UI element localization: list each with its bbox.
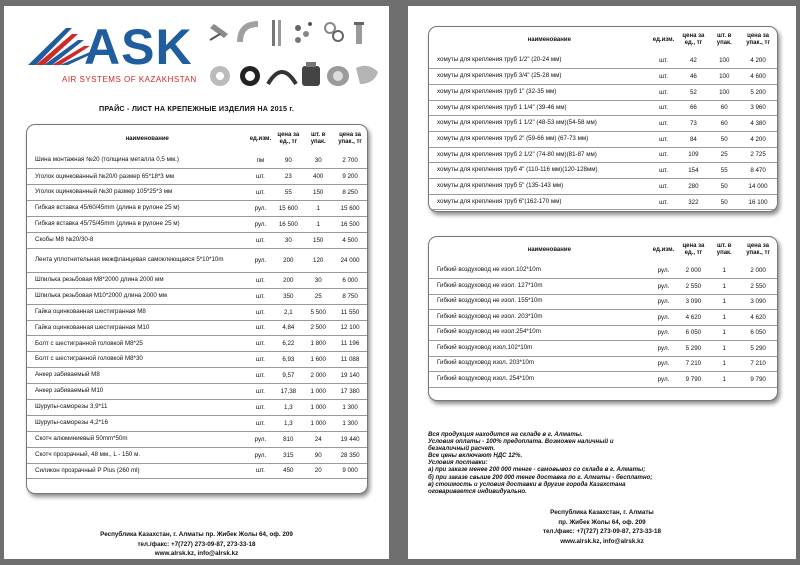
item-unit: шт. [650, 53, 678, 69]
logo-tagline: AIR SYSTEMS OF KAZAKHSTAN [62, 75, 197, 84]
table-row [27, 447, 367, 463]
item-qty: 55 [709, 163, 739, 179]
col-unit: ед.изм. [652, 36, 675, 43]
item-qty: 1 [709, 325, 739, 341]
item-name: хомуты для крепления труб 3/4" (25-28 мм) [429, 69, 650, 85]
col-name: наименование [527, 36, 571, 43]
item-name: Анкер забиваемый М8 [27, 368, 247, 384]
col-qty: шт. в упак. [716, 33, 732, 46]
col-name: наименование [527, 246, 571, 253]
item-qty: 1 [709, 356, 739, 372]
item-unit: рул. [247, 248, 273, 272]
item-pack-price: 11 196 [333, 336, 367, 352]
item-price: 7 210 [677, 356, 709, 372]
item-price: 2,1 [273, 304, 303, 320]
item-price: 280 [677, 179, 709, 195]
item-name: Шпилька резьбовая М10*2000 длина 2000 мм [27, 288, 247, 304]
item-price: 2 550 [677, 279, 709, 295]
table-header [429, 27, 777, 53]
item-pack-price: 4 600 [739, 69, 777, 85]
item-name: Гибкий воздуховод не изол. 127*10m [429, 279, 650, 295]
item-name: Скобы М8 №20/30-8 [27, 232, 247, 248]
item-qty: 30 [303, 272, 333, 288]
item-qty: 1 [709, 341, 739, 357]
item-pack-price: 15 600 [333, 201, 367, 217]
table-row [429, 372, 777, 388]
item-name: хомуты для крепления труб 6"(162-170 мм) [429, 194, 650, 210]
note-line: оговаривается индивидуально. [428, 487, 527, 495]
item-unit: шт. [650, 194, 678, 210]
item-qty: 25 [709, 147, 739, 163]
item-price: 5 290 [677, 341, 709, 357]
table-row [429, 53, 777, 69]
item-pack-price: 2 000 [739, 263, 777, 279]
item-name: Гибкий воздуховод изол. 203*10m [429, 356, 650, 372]
item-price: 3 090 [677, 294, 709, 310]
table-row [429, 310, 777, 326]
ducts-table [429, 237, 777, 388]
ducts-table-box [428, 236, 778, 401]
col-unit: ед.изм. [249, 135, 272, 142]
item-name: Лента уплотнительная межфланцевая самоклеющаяся 5*10*10m [27, 248, 247, 272]
item-price: 1,3 [273, 415, 303, 431]
item-unit: рул. [247, 217, 273, 233]
table-row [429, 356, 777, 372]
item-price: 4,84 [273, 320, 303, 336]
item-name: хомуты для крепления труб 1 1/4" (39-46 мм) [429, 100, 650, 116]
item-pack-price: 11 550 [333, 304, 367, 320]
item-name: хомуты для крепления труб 2 1/2" (74-80 мм)(81-87 мм) [429, 147, 650, 163]
item-pack-price: 17 380 [333, 384, 367, 400]
fasteners-table-box [26, 124, 368, 494]
item-qty: 100 [709, 69, 739, 85]
item-pack-price: 4 620 [739, 310, 777, 326]
item-qty: 1 [709, 294, 739, 310]
table-row [27, 336, 367, 352]
item-unit: рул. [247, 447, 273, 463]
item-pack-price: 8 470 [739, 163, 777, 179]
item-price: 315 [273, 447, 303, 463]
bolts-icon [295, 22, 312, 43]
item-name: Шурупы-саморезы 3,9*11 [27, 399, 247, 415]
item-name: Гайка оцинкованная шестигранная М10 [27, 320, 247, 336]
note-line: б) при заказе свыше 200 000 тенге доставка по г. Алматы - бесплатно; [428, 473, 653, 481]
item-unit: рул. [650, 279, 678, 295]
item-name: Гибкая вставка 45/60/45mm (длина в рулоне 25 м) [27, 201, 247, 217]
item-price: 66 [677, 100, 709, 116]
item-name: Шина монтажная №20 (толщина металла 0,5 мм.) [27, 153, 247, 169]
item-pack-price: 16 500 [333, 217, 367, 233]
footer-address: Республика Казахстан, г. Алматы пр. Жибек Жолы 64, оф. 209 [100, 531, 293, 538]
item-pack-price: 28 350 [333, 447, 367, 463]
table-row [27, 384, 367, 400]
note-line: Все цены включают НДС 12%. [428, 452, 523, 460]
item-qty: 1 [303, 201, 333, 217]
item-price: 46 [677, 69, 709, 85]
price-list-page-left [4, 6, 389, 559]
item-qty: 24 [303, 431, 333, 447]
table-row [429, 69, 777, 85]
site-watermark: AvizInfo.kz [650, 533, 791, 563]
sealant-icon [302, 62, 320, 86]
item-name: Силикон прозрачный P Plus (260 ml) [27, 463, 247, 479]
duct-roll-icon [327, 66, 349, 86]
product-thumbnails [206, 18, 384, 98]
table-row [27, 272, 367, 288]
item-pack-price: 16 100 [739, 194, 777, 210]
item-price: 6 050 [677, 325, 709, 341]
item-price: 30 [273, 232, 303, 248]
col-qty: шт. в упак. [716, 243, 732, 256]
item-qty: 1 800 [303, 336, 333, 352]
note-line: Вся продукция находится на складе в г. Алматы. [428, 431, 583, 438]
table-row [27, 415, 367, 431]
clamp-icon [268, 72, 296, 84]
item-name: Скотч алюминиевый 50mm*50m [27, 431, 247, 447]
item-name: хомуты для крепления труб 4" (110-116 мм)(120-128мм) [429, 163, 650, 179]
item-price: 200 [273, 272, 303, 288]
item-qty: 50 [709, 131, 739, 147]
table-row [27, 185, 367, 201]
item-qty: 2 500 [303, 320, 333, 336]
item-qty: 50 [709, 179, 739, 195]
note-line: безналичный расчет. [428, 445, 496, 453]
item-unit: шт. [650, 163, 678, 179]
table-row [27, 463, 367, 479]
item-pack-price: 6 000 [333, 272, 367, 288]
item-pack-price: 14 000 [739, 179, 777, 195]
item-price: 90 [273, 153, 303, 169]
item-price: 52 [677, 84, 709, 100]
item-qty: 20 [303, 463, 333, 479]
washers-icon [325, 23, 343, 41]
table-row [429, 100, 777, 116]
price-list-title: ПРАЙС - ЛИСТ НА КРЕПЕЖНЫЕ ИЗДЕЛИЯ НА 2015 г. [98, 104, 295, 113]
item-unit: шт. [247, 185, 273, 201]
item-pack-price: 6 050 [739, 325, 777, 341]
item-unit: шт. [650, 179, 678, 195]
table-row [429, 263, 777, 279]
anchor-icon [354, 22, 364, 44]
item-qty: 1 000 [303, 415, 333, 431]
item-qty: 5 500 [303, 304, 333, 320]
item-name: Гибкий воздуховод не изол. 155*10m [429, 294, 650, 310]
item-price: 2 000 [677, 263, 709, 279]
item-price: 84 [677, 131, 709, 147]
item-pack-price: 7 210 [739, 356, 777, 372]
item-pack-price: 1 300 [333, 415, 367, 431]
item-qty: 1 [709, 263, 739, 279]
item-unit: шт. [650, 69, 678, 85]
item-unit: шт. [247, 304, 273, 320]
item-price: 200 [273, 248, 303, 272]
item-name: Болт с шестигранной головкой М8*30 [27, 352, 247, 368]
col-pack: цена за упак., тг [746, 243, 770, 256]
item-pack-price: 9 200 [333, 169, 367, 185]
table-row [429, 325, 777, 341]
item-price: 4 620 [677, 310, 709, 326]
item-price: 350 [273, 288, 303, 304]
item-unit: шт. [650, 100, 678, 116]
item-name: Гибкий воздуховод не изол. 203*10m [429, 310, 650, 326]
item-qty: 150 [303, 185, 333, 201]
table-row [429, 147, 777, 163]
item-price: 16 500 [273, 217, 303, 233]
item-name: хомуты для крепления труб 1/2" (20-24 мм) [429, 53, 650, 69]
note-line: Условия поставки: [428, 459, 488, 467]
item-unit: рул. [650, 372, 678, 388]
col-pack: цена за упак., тг [746, 33, 770, 46]
table-row [27, 232, 367, 248]
tape-roll-icon [210, 66, 230, 86]
table-row [429, 116, 777, 132]
item-unit: рул. [247, 201, 273, 217]
item-name: Гибкий воздуховод не изол.102*10m [429, 263, 650, 279]
item-name: хомуты для крепления труб 2" (59-66 мм) (67-73 мм) [429, 131, 650, 147]
item-price: 73 [677, 116, 709, 132]
item-name: Гибкий воздуховод не изол.254*10m [429, 325, 650, 341]
item-pack-price: 9 790 [739, 372, 777, 388]
item-qty: 90 [303, 447, 333, 463]
item-price: 9 790 [677, 372, 709, 388]
price-list-page-right [408, 6, 796, 559]
table-row [27, 288, 367, 304]
item-unit: шт. [247, 272, 273, 288]
item-pack-price: 4 200 [739, 53, 777, 69]
item-qty: 1 000 [303, 399, 333, 415]
table-row [429, 179, 777, 195]
table-row [27, 201, 367, 217]
item-name: Гайка оцинкованная шестигранная М8 [27, 304, 247, 320]
terms-notes [428, 431, 758, 495]
item-qty: 120 [303, 248, 333, 272]
item-price: 6,93 [273, 352, 303, 368]
table-row [27, 399, 367, 415]
item-qty: 150 [303, 232, 333, 248]
item-unit: шт. [247, 384, 273, 400]
item-qty: 50 [709, 194, 739, 210]
item-unit: шт. [650, 147, 678, 163]
table-row [27, 248, 367, 272]
item-unit: шт. [650, 116, 678, 132]
item-unit: рул. [650, 263, 678, 279]
item-name: хомуты для крепления труб 1 1/2" (48-53 мм)(54-58 мм) [429, 116, 650, 132]
note-line: Условия оплаты - 100% предоплата. Возможен наличный и [428, 438, 614, 446]
item-name: Болт с шестигранной головкой М8*25 [27, 336, 247, 352]
item-price: 9,57 [273, 368, 303, 384]
item-unit: рул. [650, 356, 678, 372]
item-price: 42 [677, 53, 709, 69]
item-pack-price: 19 140 [333, 368, 367, 384]
logo-word: ASK [84, 19, 193, 75]
item-qty: 100 [709, 84, 739, 100]
item-qty: 60 [709, 100, 739, 116]
item-qty: 1 [709, 372, 739, 388]
item-unit: шт. [650, 131, 678, 147]
item-name: Гибкая вставка 45/75/45mm (длина в рулоне 25 м) [27, 217, 247, 233]
item-pack-price: 1 300 [333, 399, 367, 415]
clamps-table-box [428, 26, 778, 212]
table-row [27, 169, 367, 185]
item-qty: 1 [709, 279, 739, 295]
col-price: цена за ед., тг [682, 33, 705, 46]
item-pack-price: 2 550 [739, 279, 777, 295]
item-price: 23 [273, 169, 303, 185]
company-logo [26, 16, 201, 86]
item-qty: 1 000 [303, 384, 333, 400]
item-pack-price: 5 290 [739, 341, 777, 357]
col-pack: цена за упак., тг [338, 132, 362, 145]
table-row [429, 84, 777, 100]
item-qty: 30 [303, 153, 333, 169]
item-pack-price: 19 440 [333, 431, 367, 447]
footer-city: Республика Казахстан, г. Алматы [550, 509, 654, 516]
item-unit: рул. [247, 431, 273, 447]
item-name: хомуты для крепления труб 1" (32-35 мм) [429, 84, 650, 100]
table-row [27, 352, 367, 368]
item-qty: 1 [709, 310, 739, 326]
footer-web: www.alrsk.kz, info@alrsk.kz [560, 537, 644, 545]
item-unit: шт. [247, 320, 273, 336]
item-name: Шпилька резьбовая М8*2000 длина 2000 мм [27, 272, 247, 288]
footer-web: www.alrsk.kz, info@alrsk.kz [154, 550, 239, 557]
item-pack-price: 9 000 [333, 463, 367, 479]
item-qty: 1 600 [303, 352, 333, 368]
table-row [429, 279, 777, 295]
item-unit: шт. [247, 368, 273, 384]
item-name: Анкер забиваемый М10 [27, 384, 247, 400]
item-unit: шт. [247, 288, 273, 304]
table-row [429, 163, 777, 179]
item-unit: шт. [247, 415, 273, 431]
item-pack-price: 4 380 [739, 116, 777, 132]
item-pack-price: 3 960 [739, 100, 777, 116]
item-unit: шт. [247, 232, 273, 248]
item-price: 322 [677, 194, 709, 210]
item-pack-price: 5 200 [739, 84, 777, 100]
footer-phone: тел./факс: +7(727) 273-09-87, 273-33-18 [137, 540, 256, 548]
item-pack-price: 2 700 [333, 153, 367, 169]
item-pack-price: 12 100 [333, 320, 367, 336]
item-unit: пм [247, 153, 273, 169]
elbow-icon [240, 24, 258, 42]
item-pack-price: 3 090 [739, 294, 777, 310]
table-row [27, 431, 367, 447]
item-name: Уголок оцинкованный №30 размер 105*25*3 мм [27, 185, 247, 201]
rod-icon [272, 20, 281, 46]
item-name: Гибкий воздуховод изол.102*10m [429, 341, 650, 357]
ring-icon [240, 66, 260, 86]
note-line: а) при заказе менее 200 000 тенге - самовывоз со склада в г. Алматы; [428, 466, 646, 474]
item-price: 154 [677, 163, 709, 179]
col-price: цена за ед., тг [682, 243, 705, 256]
item-unit: шт. [247, 352, 273, 368]
item-pack-price: 8 750 [333, 288, 367, 304]
item-pack-price: 24 000 [333, 248, 367, 272]
item-name: Уголок оцинкованный №20/0 размер 65*18*3 мм [27, 169, 247, 185]
table-row [27, 304, 367, 320]
item-price: 1,3 [273, 399, 303, 415]
table-row [429, 194, 777, 210]
item-qty: 2 000 [303, 368, 333, 384]
item-pack-price: 4 500 [333, 232, 367, 248]
item-name: Скотч прозрачный, 48 мм., L - 150 м. [27, 447, 247, 463]
table-row [27, 153, 367, 169]
item-unit: шт. [247, 399, 273, 415]
table-row [429, 131, 777, 147]
item-price: 55 [273, 185, 303, 201]
item-pack-price: 8 250 [333, 185, 367, 201]
col-unit: ед.изм. [652, 246, 675, 253]
table-header [27, 125, 367, 153]
item-unit: рул. [650, 341, 678, 357]
item-price: 6,22 [273, 336, 303, 352]
table-header [429, 237, 777, 263]
item-unit: рул. [650, 294, 678, 310]
bracket-icon [210, 24, 228, 40]
item-price: 109 [677, 147, 709, 163]
table-row [27, 320, 367, 336]
item-price: 15 600 [273, 201, 303, 217]
item-price: 810 [273, 431, 303, 447]
table-row [27, 217, 367, 233]
item-qty: 1 [303, 217, 333, 233]
item-name: Шурупы-саморезы 4,2*16 [27, 415, 247, 431]
footer-street: пр. Жибек Жолы 64, оф. 209 [558, 518, 646, 526]
item-unit: рул. [650, 310, 678, 326]
col-qty: шт. в упак. [310, 132, 326, 145]
item-price: 17,38 [273, 384, 303, 400]
item-pack-price: 11 088 [333, 352, 367, 368]
note-line: в) стоимость и условия доставки в другие города Казахстана [428, 480, 626, 488]
item-qty: 25 [303, 288, 333, 304]
clamps-table [429, 27, 777, 210]
item-unit: шт. [247, 463, 273, 479]
item-qty: 60 [709, 116, 739, 132]
item-unit: шт. [247, 336, 273, 352]
footer-phone: тел./факс: +7(727) 273-09-87, 273-33-18 [542, 528, 662, 535]
item-name: хомуты для крепления труб 5" (135-143 мм) [429, 179, 650, 195]
item-qty: 400 [303, 169, 333, 185]
col-name: наименование [125, 135, 169, 142]
flex-duct-icon [356, 66, 378, 84]
item-name: Гибкий воздуховод изол. 254*10m [429, 372, 650, 388]
item-price: 450 [273, 463, 303, 479]
item-unit: шт. [650, 84, 678, 100]
table-row [27, 368, 367, 384]
item-qty: 100 [709, 53, 739, 69]
table-row [429, 341, 777, 357]
address-footer [4, 530, 389, 559]
table-row [429, 294, 777, 310]
col-price: цена за ед., тг [277, 132, 300, 145]
item-pack-price: 2 725 [739, 147, 777, 163]
item-pack-price: 4 200 [739, 131, 777, 147]
fasteners-table [27, 125, 367, 479]
item-unit: рул. [650, 325, 678, 341]
item-unit: шт. [247, 169, 273, 185]
